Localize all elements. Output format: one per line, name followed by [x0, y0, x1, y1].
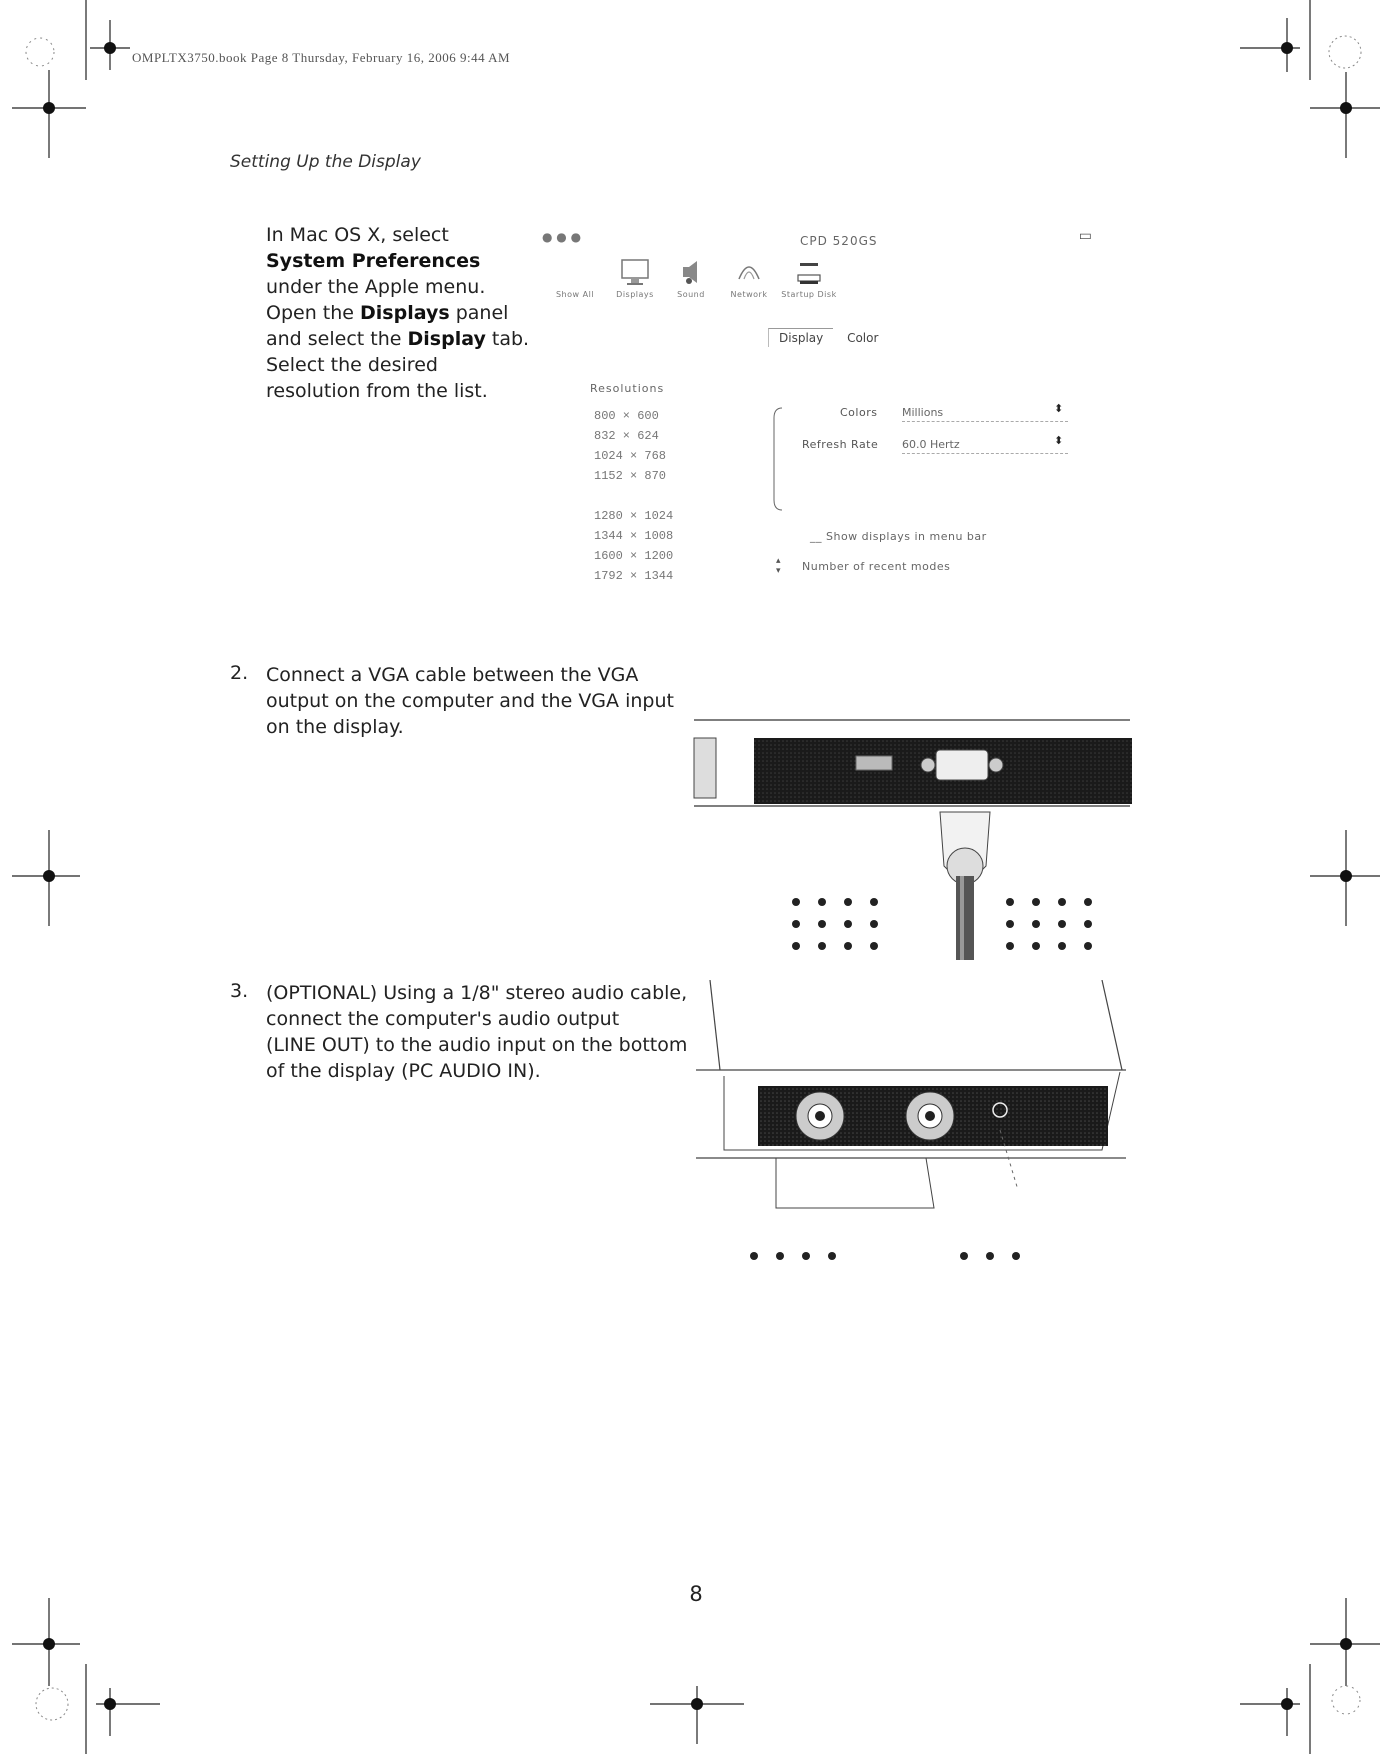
resolution-item[interactable]: 800 × 600 — [594, 409, 659, 423]
resolution-item[interactable]: 1600 × 1200 — [594, 549, 674, 563]
step1-line: In Mac OS X, select — [266, 224, 449, 246]
text-span: Open the — [266, 302, 361, 324]
system-preferences-term: System Preferences — [266, 250, 481, 272]
step1-line — [266, 248, 546, 274]
step2-line: Connect a VGA cable between the VGA — [266, 664, 639, 686]
colors-select-arrows-icon[interactable]: ⬍ — [1054, 402, 1064, 415]
text-span: and select the — [266, 328, 408, 350]
print-slug: OMPLTX3750.book Page 8 Thursday, February 16, 2006 9:44 AM — [132, 50, 511, 65]
resolution-item[interactable]: 1152 × 870 — [594, 469, 667, 483]
step2-line: on the display. — [266, 716, 404, 738]
show-displays-label: Show displays in menu bar — [826, 530, 987, 543]
toolbar-label: Sound — [677, 290, 705, 299]
colors-select[interactable]: Millions — [902, 406, 1068, 422]
step3-line: (OPTIONAL) Using a 1/8" stereo audio cable, — [266, 982, 688, 1004]
step3-line: (LINE OUT) to the audio input on the bottom — [266, 1034, 688, 1056]
toolbar-label: Displays — [616, 290, 654, 299]
pane-tabs — [768, 328, 888, 347]
toolbar-label: Startup Disk — [781, 290, 837, 299]
step3-text — [266, 980, 696, 1084]
window-title: CPD 520GS — [800, 234, 878, 248]
startup-disk-icon — [774, 254, 844, 290]
toolbar-label: Show All — [555, 290, 595, 299]
vga-connection-illustration — [690, 716, 1138, 964]
step3-line: of the display (PC AUDIO IN). — [266, 1060, 541, 1082]
step3-number: 3. — [230, 980, 249, 1002]
toolbar-toggle-icon[interactable]: ▭ — [1078, 228, 1092, 244]
refresh-rate-select[interactable]: 60.0 Hertz — [902, 438, 1068, 454]
resolution-item[interactable]: 1344 × 1008 — [594, 529, 674, 543]
resolution-item[interactable]: 1792 × 1344 — [594, 569, 674, 583]
recent-modes-stepper-icon[interactable]: ▴ ▾ — [776, 556, 781, 576]
displays-preference-pane — [540, 226, 1120, 586]
tab-color[interactable]: Color — [847, 331, 879, 345]
colors-label: Colors — [840, 406, 878, 419]
step1-line: Select the desired — [266, 354, 438, 376]
step1-line — [266, 326, 546, 352]
resolutions-heading: Resolutions — [590, 382, 665, 395]
display-term: Display — [407, 328, 486, 350]
text-span: tab. — [485, 328, 530, 350]
step2-line: output on the computer and the VGA input — [266, 690, 674, 712]
step1-line: under the Apple menu. — [266, 276, 486, 298]
section-title: Setting Up the Display — [230, 152, 421, 172]
show-displays-checkbox[interactable] — [810, 530, 987, 543]
options-bracket — [770, 404, 790, 514]
toolbar-label: Network — [730, 290, 768, 299]
step3-line: connect the computer's audio output — [266, 1008, 620, 1030]
resolutions-list[interactable] — [594, 406, 673, 586]
displays-term: Displays — [360, 302, 450, 324]
step2-text — [266, 662, 686, 740]
step1-line: resolution from the list. — [266, 380, 488, 402]
recent-modes-label: Number of recent modes — [802, 560, 951, 573]
tab-display[interactable]: Display — [768, 328, 833, 347]
resolution-item-selected[interactable] — [594, 486, 673, 506]
audio-connection-illustration — [696, 980, 1132, 1278]
window-controls-icon: ● ● ● — [542, 230, 582, 244]
resolution-item[interactable]: 1280 × 1024 — [594, 509, 674, 523]
toolbar-startup-disk[interactable] — [774, 254, 844, 299]
checkbox-icon[interactable]: __ — [810, 530, 826, 543]
text-span: panel — [449, 302, 509, 324]
refresh-rate-label: Refresh Rate — [802, 438, 879, 451]
step1-line — [266, 300, 546, 326]
refresh-rate-select-arrows-icon[interactable]: ⬍ — [1054, 434, 1064, 447]
resolution-item[interactable]: 1024 × 768 — [594, 449, 667, 463]
page-number: 8 — [689, 1582, 703, 1606]
resolution-item[interactable]: 832 × 624 — [594, 429, 659, 443]
step1-text — [266, 222, 546, 404]
step2-number: 2. — [230, 662, 249, 684]
